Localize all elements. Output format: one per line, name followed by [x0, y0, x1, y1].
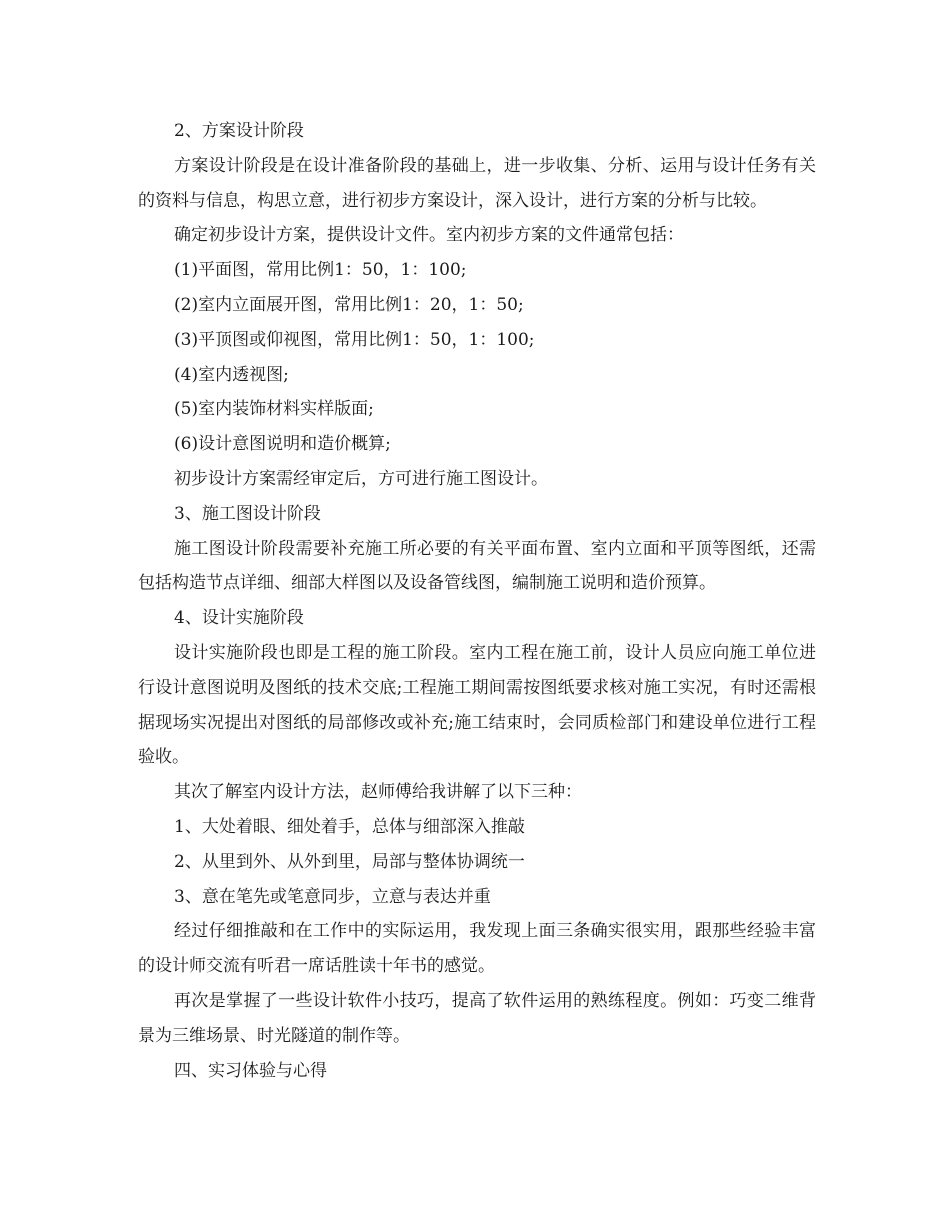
paragraph-methods-reflection: 经过仔细推敲和在工作中的实际运用，我发现上面三条确实很实用，跟那些经验丰富的设计师交流有听君一席话胜读十年书的感觉。: [138, 921, 816, 977]
section-heading-experience: 四、实习体验与心得: [174, 1060, 327, 1081]
paragraph-scheme-design-intro: 方案设计阶段是在设计准备阶段的基础上，进一步收集、分析、运用与设计任务有关的资料与信息，构思立意，进行初步方案设计，深入设计，进行方案的分析与比较。: [138, 155, 816, 211]
paragraph-implementation: 设计实施阶段也即是工程的施工阶段。室内工程在施工前，设计人员应向施工单位进行设计意图说明及图纸的技术交底;工程施工期间需按图纸要求核对施工实况，有时还需根据现场实况提出对图纸的局部修改或补充;施工结束时，会同质检部门和建设单位进行工程验收。: [138, 642, 816, 768]
list-item-method-1: 1、大处着眼、细处着手，总体与细部深入推敲: [174, 816, 525, 837]
list-item-design-intent: (6)设计意图说明和造价概算;: [174, 434, 391, 455]
section-heading-scheme-design: 2、方案设计阶段: [174, 121, 304, 141]
paragraph-preliminary-files: 确定初步设计方案，提供设计文件。室内初步方案的文件通常包括：: [174, 225, 684, 246]
document-body: [138, 114, 816, 1088]
section-heading-construction-drawing: 3、施工图设计阶段: [174, 503, 321, 524]
paragraph-construction-drawing: 施工图设计阶段需要补充施工所必要的有关平面布置、室内立面和平顶等图纸，还需包括构造节点详细、细部大样图以及设备管线图，编制施工说明和造价预算。: [138, 538, 816, 594]
paragraph-software-skills: 再次是掌握了一些设计软件小技巧，提高了软件运用的熟练程度。例如：巧变二维背景为三维场景、时光隧道的制作等。: [138, 990, 816, 1046]
list-item-method-3: 3、意在笔先或笔意同步，立意与表达并重: [174, 886, 491, 907]
list-item-material-samples: (5)室内装饰材料实样版面;: [174, 399, 374, 420]
section-heading-implementation: 4、设计实施阶段: [174, 608, 304, 629]
list-item-perspective: (4)室内透视图;: [174, 364, 289, 385]
list-item-ceiling-plan: (3)平顶图或仰视图，常用比例1：50，1：100;: [174, 329, 535, 350]
paragraph-approval: 初步设计方案需经审定后，方可进行施工图设计。: [174, 468, 548, 489]
list-item-plan: (1)平面图，常用比例1：50，1：100;: [174, 260, 467, 281]
list-item-method-2: 2、从里到外、从外到里，局部与整体协调统一: [174, 851, 525, 872]
list-item-elevation: (2)室内立面展开图，常用比例1：20，1：50;: [174, 294, 524, 315]
paragraph-design-methods-intro: 其次了解室内设计方法，赵师傅给我讲解了以下三种：: [174, 782, 582, 803]
